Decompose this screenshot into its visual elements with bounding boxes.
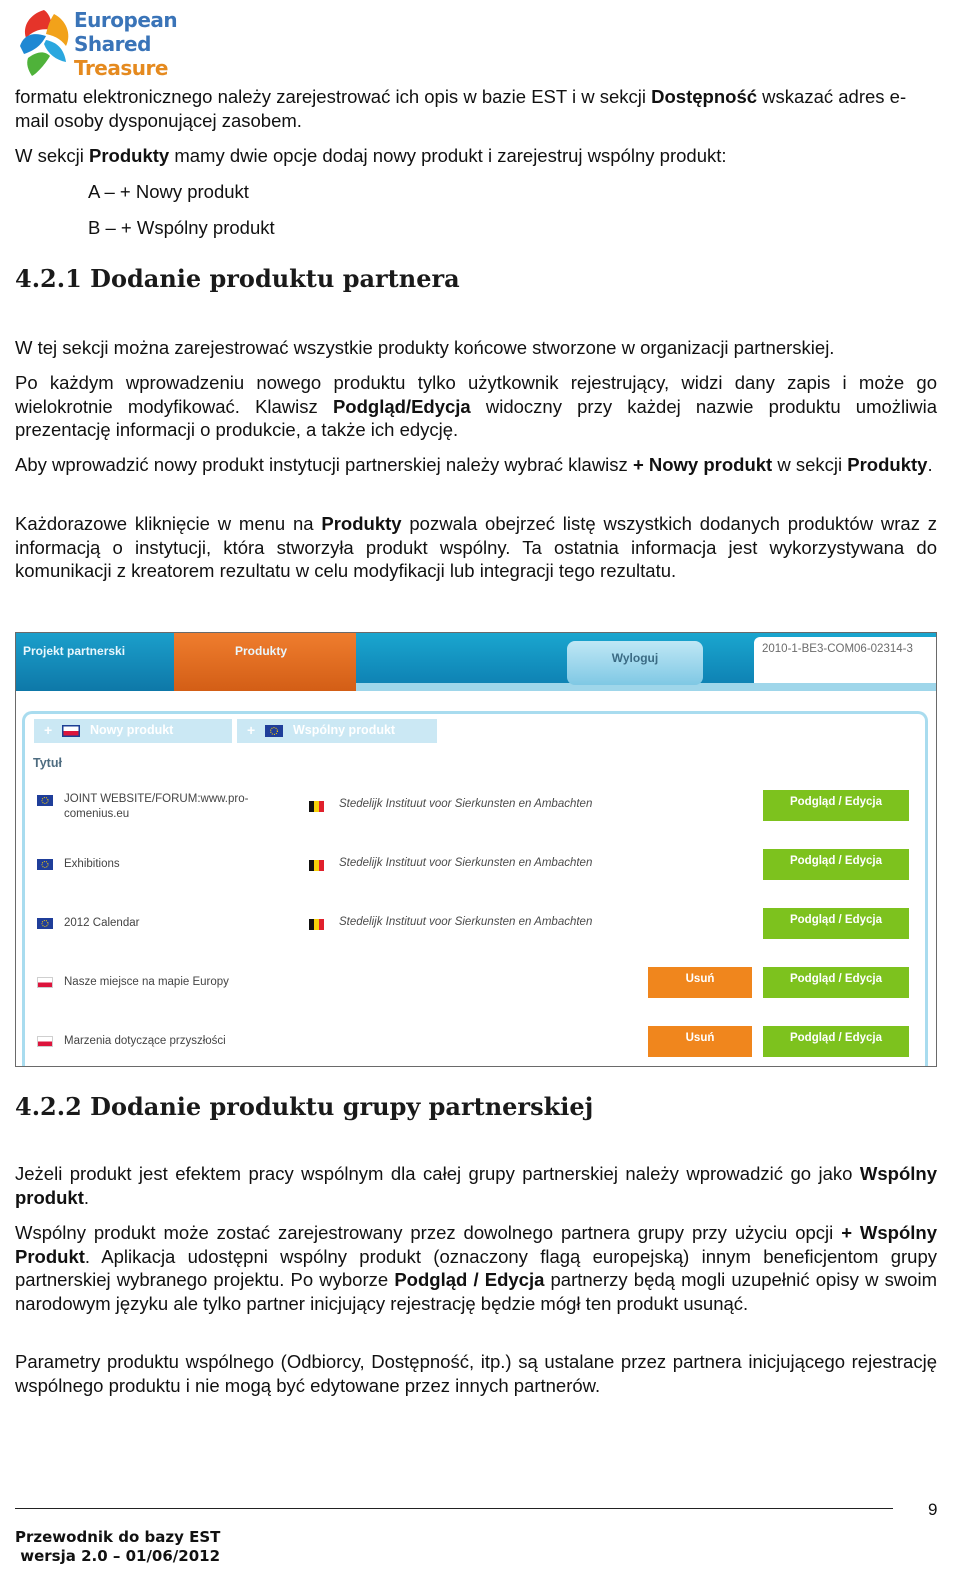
project-code-box (754, 637, 936, 683)
section1-paragraph-4: Każdorazowe kliknięcie w menu na Produkty pozwala obejrzeć listę wszystkich dodanych produktów wraz z informacją o instytucji, która stworzyła produkt wspólny. Ta ostatnia informacja jest wykorzystywana do komunikacji z kreatorem rezultatu w celu modyfikacji lub integracji tego rezultatu. (15, 513, 937, 581)
top-navigation-bar (16, 633, 936, 691)
tab-partner-project-label: Projekt partnerski (23, 644, 126, 658)
logout-label: Wyloguj (611, 651, 659, 665)
section2-paragraph-1: Jeżeli produkt jest efektem pracy wspólnym dla całej grupy partnerskiej należy wprowadzić go jako Wspólny produkt. (15, 1163, 937, 1208)
project-code: 2010-1-BE3-COM06-02314-3 (762, 643, 913, 655)
view-edit-button[interactable] (763, 1026, 909, 1057)
products-panel (22, 711, 928, 1067)
view-edit-label: Podgląd / Edycja (789, 1032, 883, 1044)
section1-paragraph-3: Aby wprowadzić nowy produkt instytucji partnerskiej należy wybrać klawisz + Nowy produkt w sekcji Produkty. (15, 454, 933, 475)
polish-flag-icon (37, 1036, 53, 1047)
product-title: Nasze miejsce na mapie Europy (64, 976, 229, 988)
delete-button[interactable] (648, 1026, 752, 1057)
delete-button[interactable] (648, 967, 752, 998)
intro-paragraph-2: W sekcji Produkty mamy dwie opcje dodaj nowy produkt i zarejestruj wspólny produkt: (15, 145, 727, 166)
product-title: Marzenia dotyczące przyszłości (64, 1035, 226, 1047)
institution-name: Stedelijk Instituut voor Sierkunsten en Ambachten (339, 916, 593, 928)
logo-mark-icon (16, 4, 76, 80)
product-title: 2012 Calendar (64, 917, 140, 929)
belgian-flag-icon (309, 919, 324, 930)
eu-flag-icon (265, 725, 283, 737)
polish-flag-icon (62, 725, 80, 737)
logo-text (74, 8, 177, 80)
plus-icon: + (247, 722, 256, 738)
footer-guide-title: Przewodnik do bazy EST (15, 1528, 221, 1546)
logout-button[interactable] (567, 641, 703, 685)
section-heading-4-2-2: 4.2.2 Dodanie produktu grupy partnerskiej (15, 1092, 594, 1121)
view-edit-label: Podgląd / Edycja (789, 855, 883, 867)
section2-paragraph-2: Wspólny produkt może zostać zarejestrowany przez dowolnego partnera grupy przy użyciu opcji + Wspólny Produkt. Aplikacja udostępni wspólny produkt (oznaczony flagą europejską) innym beneficjentom grupy partnerskiej wybranego projektu. Po wyborze Podgląd / Edycja partnerzy będą mogli uzupełnić opisy w swoim narodowym języku ale tylko partner inicjujący rejestrację będzie mógł ten produkt usunąć. (15, 1222, 937, 1314)
logo-line-1: European (74, 8, 178, 32)
tab-products-label: Produkty (235, 644, 288, 658)
option-a: A – + Nowy produkt (88, 181, 249, 202)
view-edit-button[interactable] (763, 849, 909, 880)
new-product-label: Nowy produkt (90, 723, 174, 737)
view-edit-button[interactable] (763, 790, 909, 821)
institution-name: Stedelijk Instituut voor Sierkunsten en Ambachten (339, 857, 593, 869)
delete-label: Usuń (685, 1032, 715, 1044)
polish-flag-icon (37, 977, 53, 988)
product-title-line-2: comenius.eu (64, 808, 130, 820)
tab-partner-project[interactable] (16, 633, 174, 691)
eu-flag-icon (37, 795, 53, 806)
eu-flag-icon (37, 859, 53, 870)
view-edit-label: Podgląd / Edycja (789, 914, 883, 926)
product-title-line-1: JOINT WEBSITE/FORUM:www.pro- (64, 793, 249, 805)
footer-text (15, 1528, 220, 1566)
belgian-flag-icon (309, 860, 324, 871)
est-logo (16, 4, 186, 80)
section1-paragraph-2: Po każdym wprowadzeniu nowego produktu tylko użytkownik rejestrujący, widzi dany zapis i może go wielokrotnie modyfikować. Klawisz Podgląd/Edycja widoczny przy każdej nazwie produktu umożliwia prezentację informacji o produkcie, a także ich edycję. (15, 372, 937, 440)
view-edit-label: Podgląd / Edycja (789, 973, 883, 985)
footer-version: wersja 2.0 – 01/06/2012 (15, 1547, 221, 1565)
section2-paragraph-3: Parametry produktu wspólnego (Odbiorcy, Dostępność, itp.) są ustalane przez partnera inicjującego rejestrację wspólnego produktu i nie mogą być edytowane przez innych partnerów. (15, 1351, 937, 1396)
shared-product-label: Wspólny produkt (293, 723, 396, 737)
institution-name: Stedelijk Instituut voor Sierkunsten en Ambachten (339, 798, 593, 810)
view-edit-label: Podgląd / Edycja (789, 796, 883, 808)
plus-icon: + (44, 722, 53, 738)
intro-paragraph-1: formatu elektronicznego należy zarejestrować ich opis w bazie EST i w sekcji Dostępność wskazać adres e-mail osoby dysponującej zasobem. (15, 86, 907, 131)
eu-flag-icon (37, 918, 53, 929)
section1-paragraph-1: W tej sekcji można zarejestrować wszystkie produkty końcowe stworzone w organizacji partnerskiej. (15, 337, 835, 358)
view-edit-button[interactable] (763, 908, 909, 939)
logo-line-3: Treasure (74, 56, 168, 80)
delete-label: Usuń (685, 973, 715, 985)
belgian-flag-icon (309, 801, 324, 812)
option-b: B – + Wspólny produkt (88, 217, 275, 238)
new-product-button[interactable] (34, 719, 232, 743)
tab-products[interactable] (174, 633, 356, 691)
page-number: 9 (928, 1500, 938, 1519)
product-title (64, 792, 248, 822)
app-screenshot (15, 632, 937, 1067)
shared-product-button[interactable] (237, 719, 437, 743)
footer-divider (15, 1508, 893, 1509)
logo-line-2: Shared (74, 32, 151, 56)
section-heading-4-2-1: 4.2.1 Dodanie produktu partnera (15, 264, 460, 293)
product-title: Exhibitions (64, 858, 120, 870)
column-title-header: Tytuł (33, 756, 62, 770)
view-edit-button[interactable] (763, 967, 909, 998)
